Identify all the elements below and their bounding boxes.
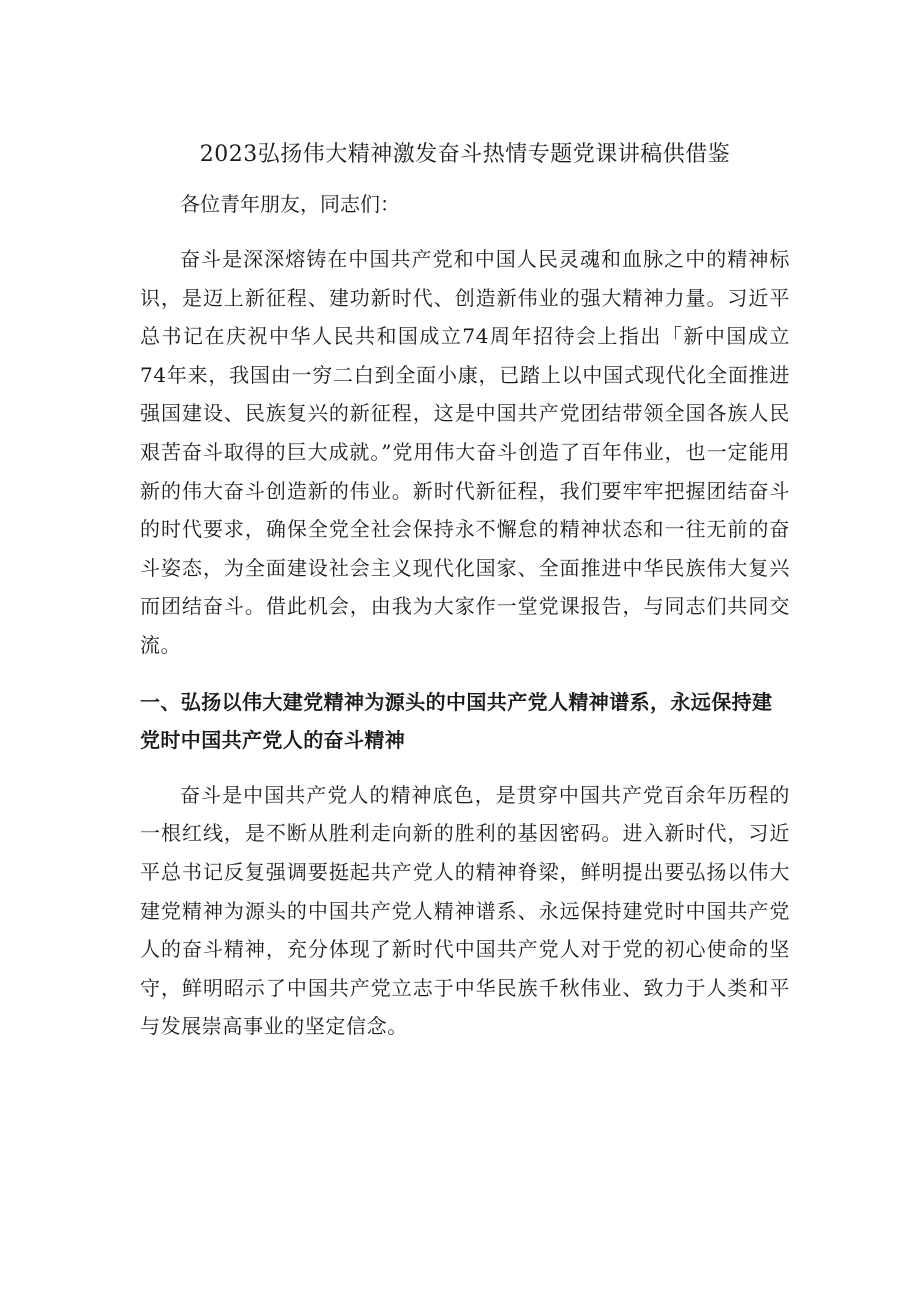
greeting-line: 各位青年朋友，同志们：	[180, 192, 400, 216]
section-heading-1: 一、弘扬以伟大建党精神为源头的中国共产党人精神谱系，永远保持建党时中国共产党人的奋斗精神	[140, 689, 773, 753]
paragraph-1: 奋斗是深深熔铸在中国共产党和中国人民灵魂和血脉之中的精神标识，是迈上新征程、建功新时代、创造新伟业的强大精神力量。习近平总书记在庆祝中华人民共和国成立74周年招待会上指出「新中国成立74年来，我国由一穷二白到全面小康，已踏上以中国式现代化全面推进强国建设、民族复兴的新征程，这是中国共产党团结带领全国各族人民艰苦奋斗取得的巨大成就。”党用伟大奋斗创造了百年伟业，也一定能用新的伟大奋斗创造新的伟业。新时代新征程，我们要牢牢把握团结奋斗的时代要求，确保全党全社会保持永不懈怠的精神状态和一往无前的奋斗姿态，为全面建设社会主义现代化国家、全面推进中华民族伟大复兴而团结奋斗。借此机会，由我为大家作一堂党课报告，与同志们共同交流。	[140, 247, 790, 657]
document-page	[140, 130, 790, 1046]
paragraph-2: 奋斗是中国共产党人的精神底色，是贯穿中国共产党百余年历程的一根红线，是不断从胜利走向新的胜利的基因密码。进入新时代，习近平总书记反复强调要挺起共产党人的精神脊梁，鲜明提出要弘扬以伟大建党精神为源头的中国共产党人精神谱系、永远保持建党时中国共产党人的奋斗精神，充分体现了新时代中国共产党人对于党的初心使命的坚守，鲜明昭示了中国共产党立志于中华民族千秋伟业、致力于人类和平与发展崇高事业的坚定信念。	[140, 782, 790, 1039]
document-title: 2023弘扬伟大精神激发奋斗热情专题党课讲稿供借鉴	[199, 142, 731, 167]
